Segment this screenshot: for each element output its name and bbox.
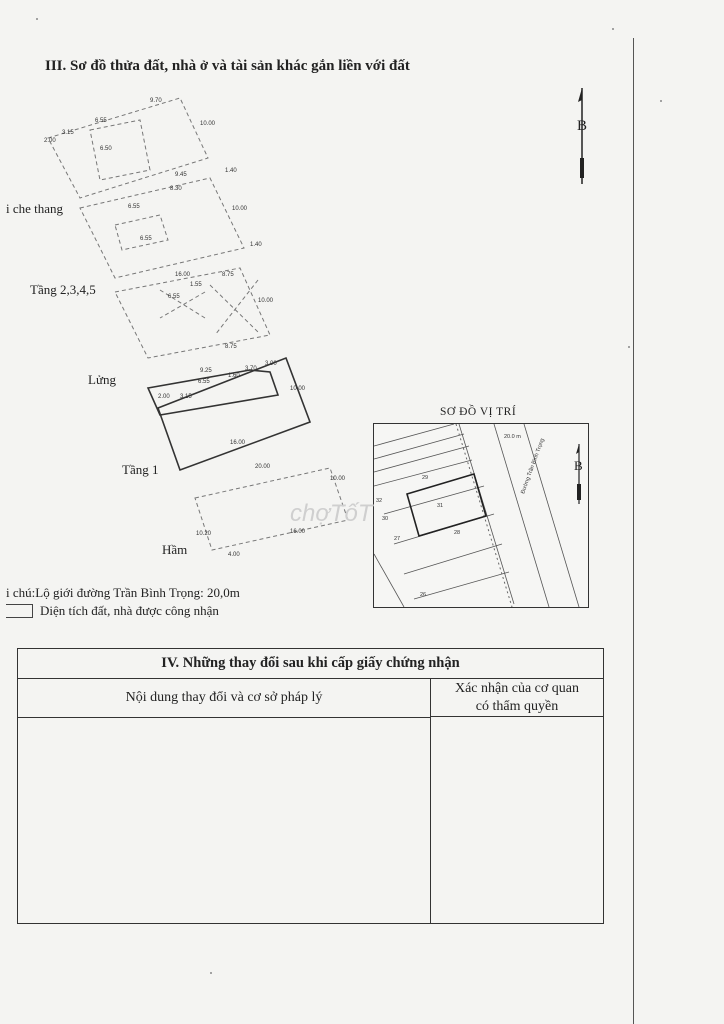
dim-label: 16.00: [230, 440, 246, 446]
dim-label: 10.00: [232, 206, 248, 212]
dim-label: 10.00: [258, 298, 274, 304]
section-3-title: III. Sơ đồ thửa đất, nhà ở và tài sản khác gắn liền với đất: [45, 58, 410, 74]
dim-label: 6.55: [168, 294, 180, 300]
location-map-title: SƠ ĐỒ VỊ TRÍ: [440, 406, 517, 418]
lot-number: 27: [394, 536, 401, 542]
legend-swatch: [6, 604, 33, 618]
dim-label: 9.45: [175, 172, 187, 178]
watermark: chợTốT: [290, 500, 373, 527]
dim-label: 1.60: [228, 373, 240, 379]
dim-label: 9.25: [200, 368, 212, 374]
note-prefix: i chú:: [6, 585, 36, 600]
column-header-confirmation-line2: có thẩm quyền: [475, 699, 559, 714]
location-north-label: B: [574, 458, 583, 473]
lot-number: 29: [422, 475, 429, 481]
floor-label-mezzanine: Lửng: [88, 372, 116, 387]
lot-number: 28: [454, 530, 461, 536]
column-header-confirmation-line1: Xác nhận của cơ quan: [454, 681, 579, 696]
dim-label: 10.00: [330, 476, 346, 482]
dim-label: 6.55: [128, 204, 140, 210]
dim-label: 1.40: [225, 168, 237, 174]
scan-speck: [36, 18, 38, 20]
dim-label: 6.50: [100, 146, 112, 152]
north-arrow-icon: [570, 88, 600, 184]
floor-label-basement: Hầm: [162, 542, 188, 557]
dim-label: 3.00: [265, 361, 277, 367]
floor-label-2-5: Tầng 2,3,4,5: [30, 282, 96, 297]
column-header-content: Nội dung thay đổi và cơ sở pháp lý: [18, 679, 431, 718]
dim-label: 6.55: [140, 236, 152, 242]
column-header-confirmation: [431, 679, 603, 717]
scan-speck: [628, 346, 630, 348]
dim-label: 8.75: [225, 344, 237, 350]
changes-table: [17, 648, 604, 924]
dim-label: 2.00: [44, 138, 56, 144]
lot-number: 32: [376, 498, 383, 504]
dim-label: 10.00: [200, 121, 216, 127]
dim-label: 1.40: [250, 242, 262, 248]
dim-label: 4.00: [228, 552, 240, 558]
dim-label: 16.00: [175, 272, 191, 278]
note-text: Lộ giới đường Trần Bình Trọng: 20,0m: [35, 585, 240, 600]
column-divider: [430, 718, 431, 923]
dim-label: 9.70: [150, 98, 162, 104]
location-map: [373, 423, 589, 608]
street-width-label: 20.0 m: [504, 434, 521, 440]
scan-speck: [612, 28, 614, 30]
floor-label-roof: i che thang: [6, 201, 64, 216]
lot-number: 31: [437, 503, 444, 509]
scan-speck: [210, 972, 212, 974]
street-name-label: Đường Trần Bình Trọng: [520, 437, 546, 495]
dim-label: 3.70: [245, 366, 257, 372]
note: [6, 585, 240, 601]
dim-label: 8.30: [170, 186, 182, 192]
dim-label: 1.55: [190, 282, 202, 288]
dim-label: 2.00: [158, 394, 170, 400]
dim-label: 3.15: [62, 130, 74, 136]
section-4-title: IV. Những thay đổi sau khi cấp giấy chứng nhận: [18, 649, 603, 679]
lot-number: 30: [382, 516, 389, 522]
dim-label: 16.00: [290, 529, 306, 535]
dim-label: 6.55: [198, 379, 210, 385]
scan-speck: [660, 100, 662, 102]
dim-label: 3.15: [180, 394, 192, 400]
dim-label: 6.55: [95, 118, 107, 124]
north-label: B: [577, 118, 588, 134]
dim-label: 10.20: [196, 531, 212, 537]
floor-label-floor-1: Tầng 1: [122, 462, 159, 477]
dim-label: 8.75: [222, 272, 234, 278]
lot-number: 26: [420, 592, 427, 598]
dim-label: 20.00: [255, 464, 271, 470]
legend-text: Diện tích đất, nhà được công nhận: [40, 603, 219, 618]
dim-label: 10.00: [290, 386, 306, 392]
